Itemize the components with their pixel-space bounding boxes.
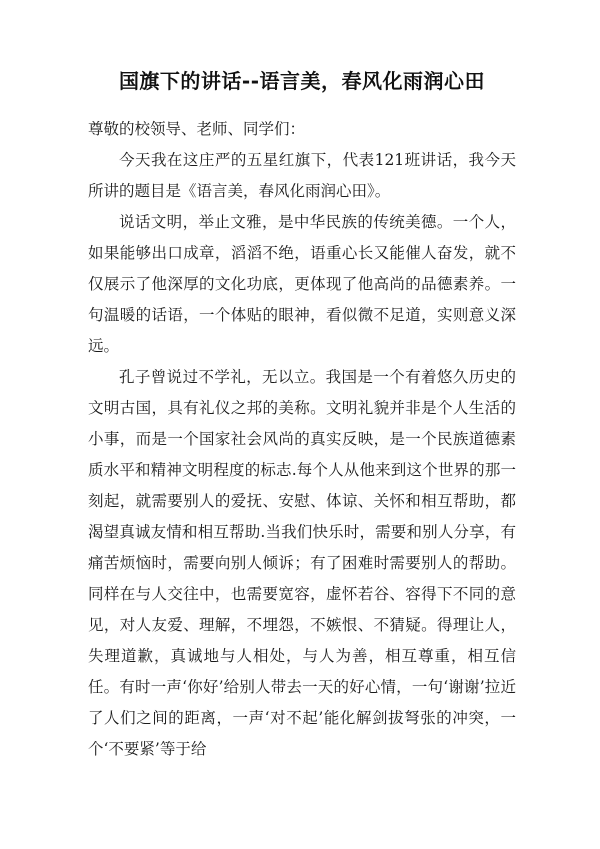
paragraph-civility: 说话文明，举止文雅，是中华民族的传统美德。一个人，如果能够出口成章，滔滔不绝，语重心长又能催人奋发，就不仅展示了他深厚的文化功底，更体现了他高尚的品德素养。一句温暖的话语，一个体贴的眼神，看似微不足道，实则意义深远。 bbox=[88, 213, 516, 355]
greeting-line: 尊敬的校领导、老师、同学们： bbox=[88, 120, 306, 138]
paragraph-intro: 今天我在这庄严的五星红旗下，代表121班讲话，我今天所讲的题目是《语言美，春风化雨润心田》。 bbox=[88, 151, 516, 200]
document-title: 国旗下的讲话--语言美，春风化雨润心田 bbox=[118, 69, 486, 93]
paragraph-confucius: 孔子曾说过不学礼，无以立。我国是一个有着悠久历史的文明古国，具有礼仪之邦的美称。文明礼貌并非是个人生活的小事，而是一个国家社会风尚的真实反映，是一个民族道德素质水平和精神文明程度的标志.每个人从他来到这个世界的那一刻起，就需要别人的爱抚、安慰、体谅、关怀和相互帮助，都渴望真诚友情和相互帮助.当我们快乐时，需要和别人分享，有痛苦烦恼时，需要向别人倾诉；有了困难时需要别人的帮助。同样在与人交往中，也需要宽容，虚怀若谷、容得下不同的意见，对人友爱、理解，不埋怨，不嫉恨、不猜疑。得理让人，失理道歉，真诚地与人相处，与人为善，相互尊重，相互信任。有时一声‘你好’给别人带去一天的好心情，一句‘谢谢’拉近了人们之间的距离，一声‘对不起’能化解剑拔弩张的冲突，一个‘不要紧’等于给 bbox=[88, 368, 516, 758]
